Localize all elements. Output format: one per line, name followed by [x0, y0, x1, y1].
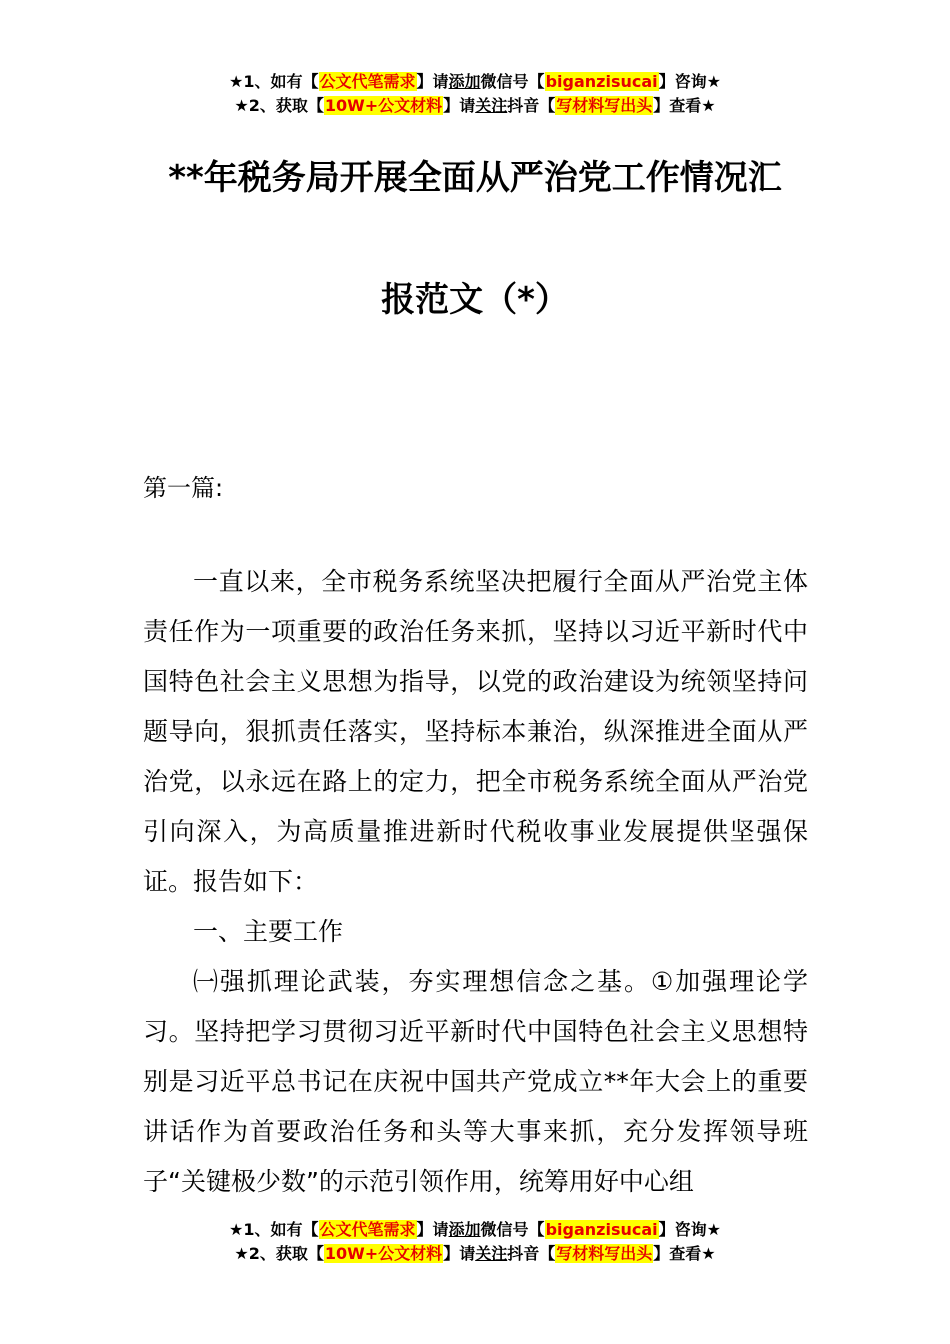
- banner-underlined-text: 关注: [475, 96, 508, 115]
- banner-text: 微信号【: [480, 1220, 545, 1239]
- document-title-line-2: 报范文（*）: [381, 280, 569, 320]
- banner-line-2: [0, 1242, 950, 1266]
- banner-text: 微信号【: [480, 72, 545, 91]
- highlight-service: 公文代笔需求: [319, 1220, 416, 1239]
- bottom-banner: [0, 1218, 950, 1266]
- banner-underlined-text: 关注: [475, 1244, 508, 1263]
- paragraph-theory: ㈠强抓理论武装，夯实理想信念之基。①加强理论学习。坚持把学习贯彻习近平新时代中国特色社会主义思想特别是习近平总书记在庆祝中国共产党成立**年大会上的重要讲话作为首要政治任务和头等大事来抓，充分发挥领导班子“关键极少数”的示范引领作用，统筹用好中心组: [143, 967, 808, 1196]
- banner-line-1: [0, 1218, 950, 1242]
- document-title-line-1: **年税务局开展全面从严治党工作情况汇: [168, 158, 782, 198]
- banner-text: ★2、获取【: [234, 1244, 324, 1263]
- banner-text: 】请: [416, 1220, 449, 1239]
- highlight-materials: 10W+公文材料: [324, 96, 443, 115]
- highlight-wechat-id: biganzisucai: [545, 1220, 658, 1239]
- banner-text: 】查看★: [653, 1244, 716, 1263]
- highlight-materials: 10W+公文材料: [324, 1244, 443, 1263]
- banner-line-1: [0, 70, 950, 94]
- banner-text: 】咨询★: [658, 1220, 721, 1239]
- banner-text: 】请: [416, 72, 449, 91]
- highlight-service: 公文代笔需求: [319, 72, 416, 91]
- banner-text: 】查看★: [653, 96, 716, 115]
- banner-text: 抖音【: [507, 1244, 556, 1263]
- banner-text: 】请: [443, 1244, 476, 1263]
- banner-line-2: [0, 94, 950, 118]
- banner-underlined-text: 添加: [448, 1220, 481, 1239]
- paragraph-intro: 一直以来，全市税务系统坚决把履行全面从严治党主体责任作为一项重要的政治任务来抓，坚持以习近平新时代中国特色社会主义思想为指导，以党的政治建设为统领坚持问题导向，狠抓责任落实，坚持标本兼治，纵深推进全面从严治党，以永远在路上的定力，把全市税务系统全面从严治党引向深入，为高质量推进新时代税收事业发展提供坚强保证。报告如下：: [143, 567, 808, 896]
- banner-text: ★1、如有【: [229, 72, 319, 91]
- banner-text: ★1、如有【: [229, 1220, 319, 1239]
- highlight-douyin-account: 写材料写出头: [556, 96, 653, 115]
- section-label: 第一篇:: [143, 474, 224, 502]
- document-body: [143, 557, 808, 1207]
- top-banner: [0, 70, 950, 118]
- banner-underlined-text: 添加: [448, 72, 481, 91]
- banner-text: 抖音【: [507, 96, 556, 115]
- heading-main-work: 一、主要工作: [193, 917, 344, 946]
- banner-text: 】请: [443, 96, 476, 115]
- banner-text: ★2、获取【: [234, 96, 324, 115]
- banner-text: 】咨询★: [658, 72, 721, 91]
- highlight-wechat-id: biganzisucai: [545, 72, 658, 91]
- highlight-douyin-account: 写材料写出头: [556, 1244, 653, 1263]
